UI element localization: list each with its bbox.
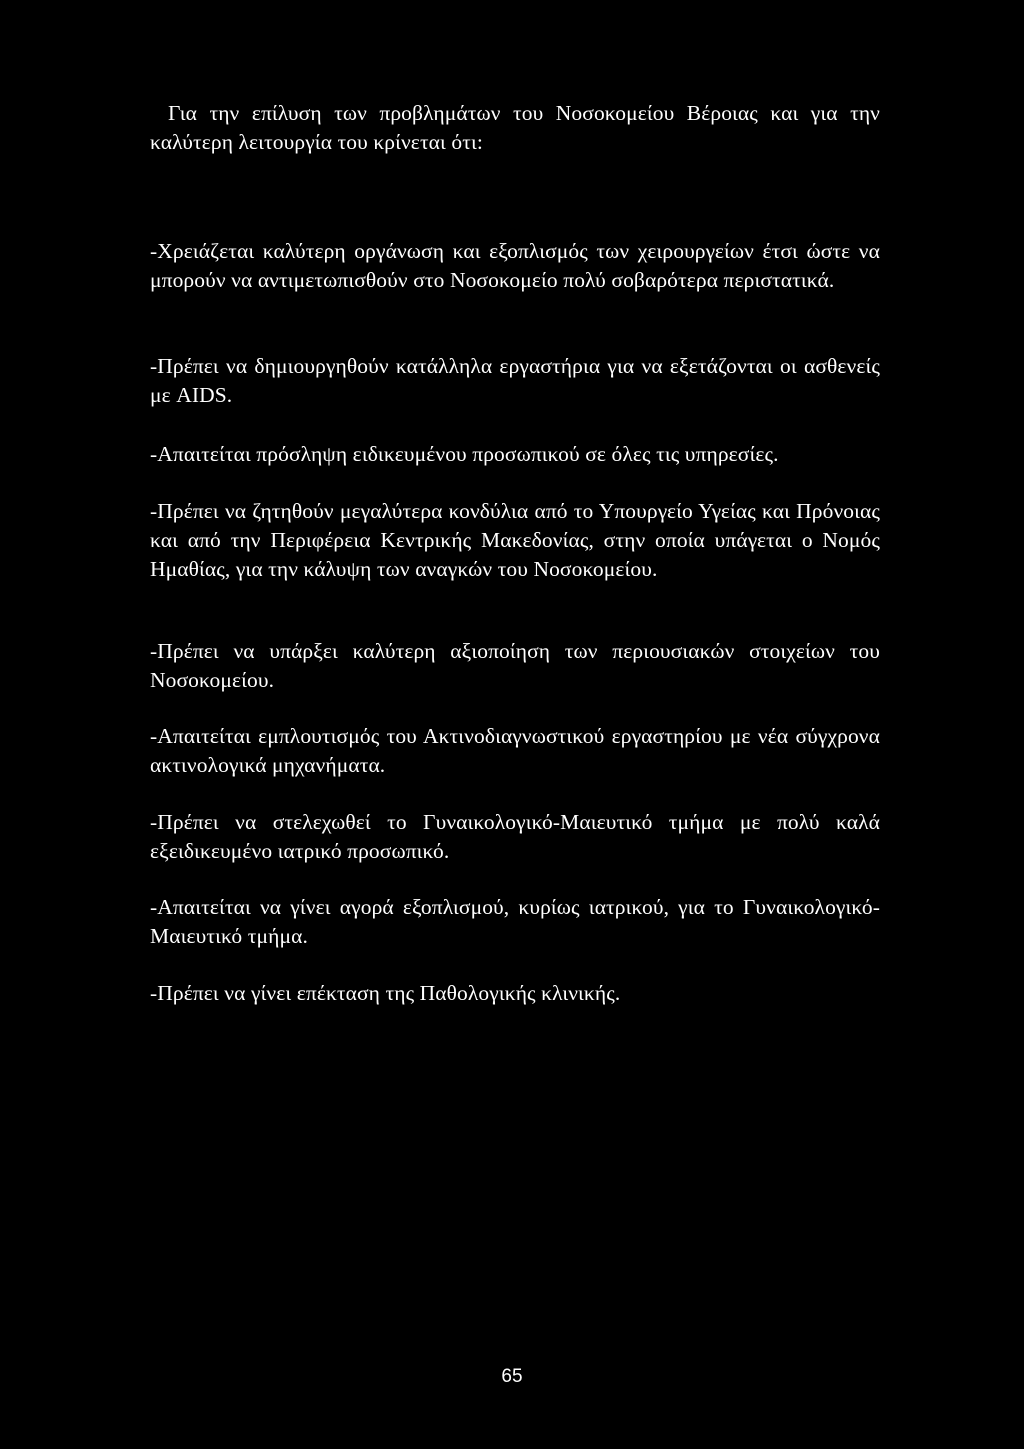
page-number: 65 bbox=[501, 1366, 523, 1387]
recommendation-paragraph: -Πρέπει να ζητηθούν μεγαλύτερα κονδύλια από το Υπουργείο Υγείας και Πρόνοιας και από την Περιφέρεια Κεντρικής Μακεδονίας, στην οποία υπάγεται ο Νομός Ημαθίας, για την κάλυψη των αναγκών του Νοσοκομείου. bbox=[150, 499, 880, 581]
recommendation-paragraph: -Πρέπει να υπάρξει καλύτερη αξιοποίηση των περιουσιακών στοιχείων του Νοσοκομείου. bbox=[150, 639, 880, 692]
recommendation-paragraph: -Πρέπει να δημιουργηθούν κατάλληλα εργαστήρια για να εξετάζονται οι ασθενείς με AIDS. bbox=[150, 354, 880, 407]
recommendation-paragraph: -Απαιτείται να γίνει αγορά εξοπλισμού, κυρίως ιατρικού, για το Γυναικολογικό- Μαιευτικό τμήμα. bbox=[150, 895, 880, 948]
recommendation-paragraph: -Απαιτείται πρόσληψη ειδικευμένου προσωπικού σε όλες τις υπηρεσίες. bbox=[150, 442, 779, 466]
recommendation-paragraph: -Πρέπει να γίνει επέκταση της Παθολογικής κλινικής. bbox=[150, 981, 621, 1005]
recommendation-paragraph: -Απαιτείται εμπλουτισμός του Ακτινοδιαγνωστικού εργαστηρίου με νέα σύγχρονα ακτινολογικά μηχανήματα. bbox=[150, 724, 880, 777]
recommendation-paragraph: -Χρειάζεται καλύτερη οργάνωση και εξοπλισμός των χειρουργείων έτσι ώστε να μπορούν να αντιμετωπισθούν στο Νοσοκομείο πολύ σοβαρότερα περιστατικά. bbox=[150, 239, 880, 292]
recommendation-paragraph: -Πρέπει να στελεχωθεί το Γυναικολογικό-Μαιευτικό τμήμα με πολύ καλά εξειδικευμένο ιατρικό προσωπικό. bbox=[150, 810, 880, 863]
intro-paragraph: Για την επίλυση των προβλημάτων του Νοσοκομείου Βέροιας και για την καλύτερη λειτουργία του κρίνεται ότι: bbox=[150, 101, 880, 154]
